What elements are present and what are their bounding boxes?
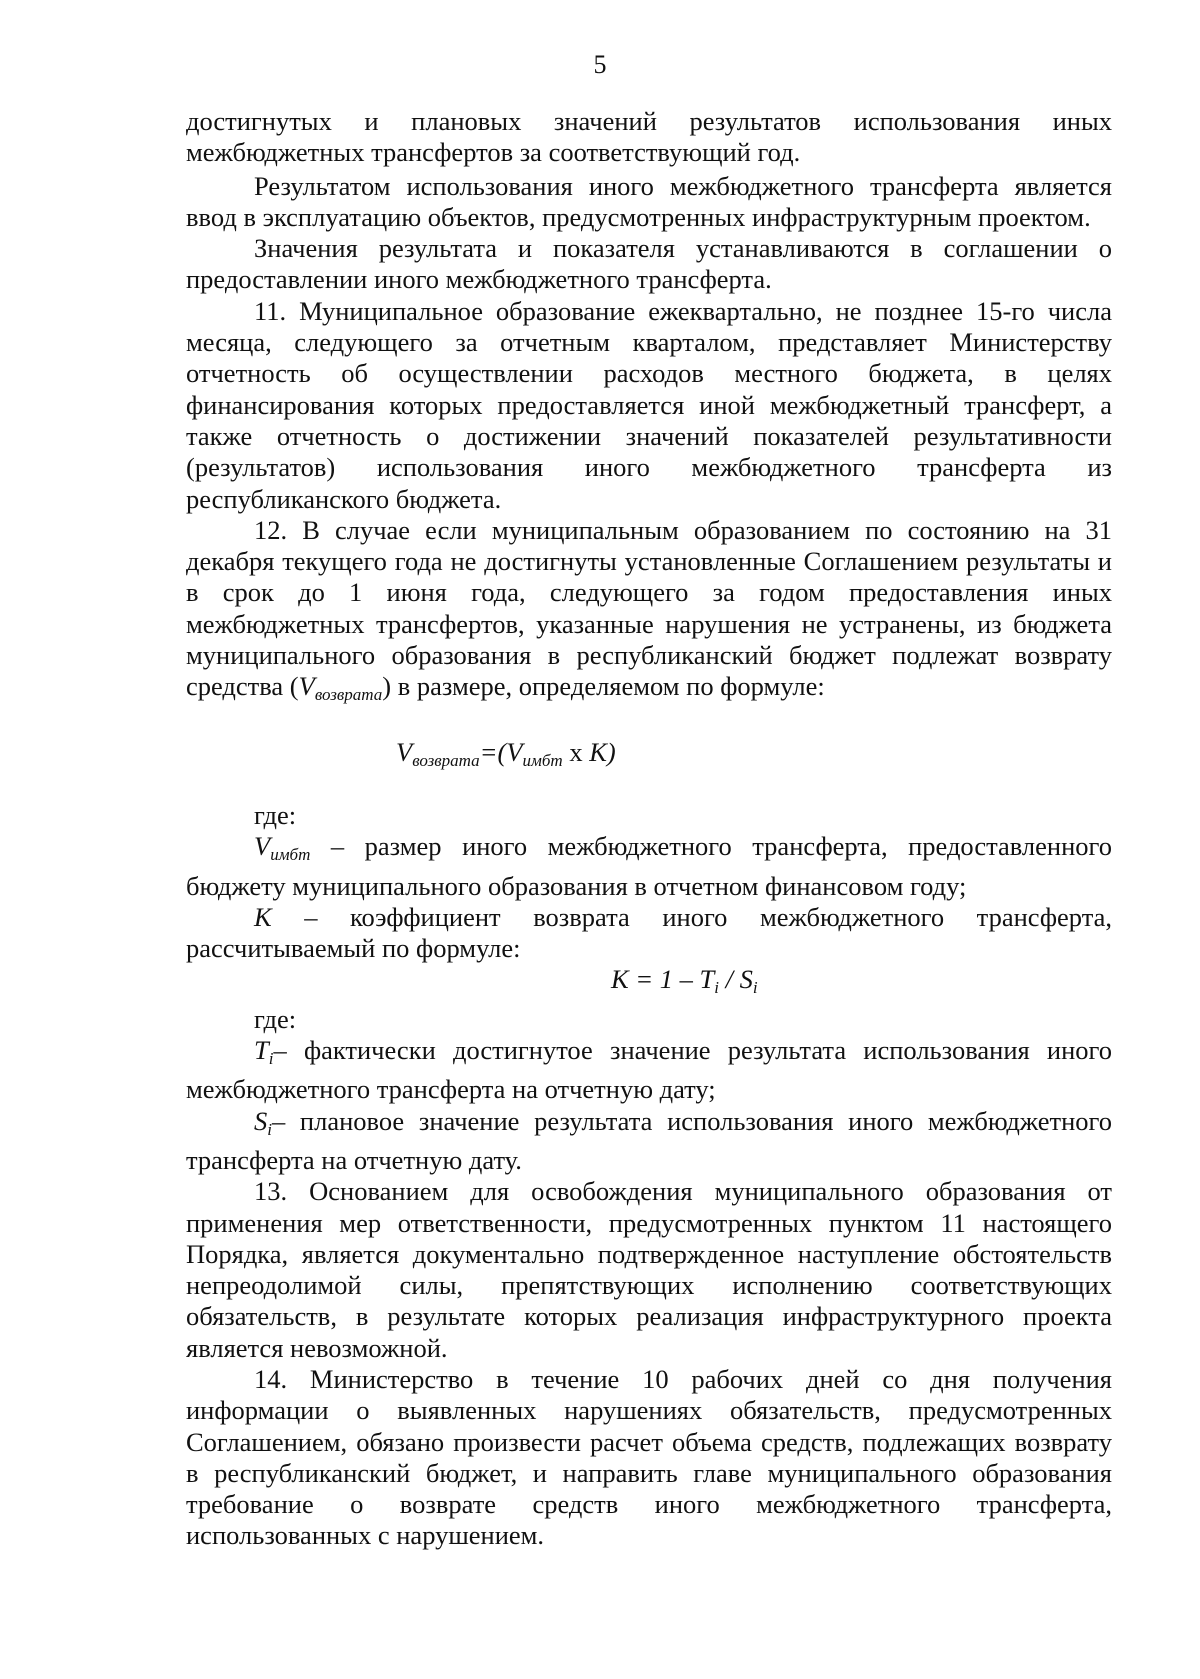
page-number: 5	[593, 50, 607, 79]
formula1-rhs-sub: имбт	[522, 750, 563, 770]
formula-coefficient	[186, 964, 1112, 1003]
definition-v-imbt	[186, 831, 1112, 902]
paragraph-13-force-majeure: 13. Основанием для освобождения муниципального образования от применения мер ответственности, предусмотренных пунктом 11 настоящего Порядка, является документально подтвержденное наступление обстоятельств непреодолимой силы, препятствующих исполнению соответствующих обязательств, в результате которых реализация инфраструктурного проекта является невозможной.	[186, 1176, 1112, 1363]
sub-vozvrata: возврата	[314, 685, 383, 705]
formula1-lhs-var: V	[396, 736, 413, 767]
sub-si: i	[267, 1119, 272, 1139]
where-label-2: где:	[254, 1003, 297, 1034]
definition-si	[186, 1106, 1112, 1177]
paragraph-continuation: достигнутых и плановых значений результатов использования иных межбюджетных трансфертов за соответствующий год.	[186, 106, 1112, 168]
sub-ti: i	[268, 1049, 274, 1069]
var-s: S	[254, 1105, 268, 1136]
definition-ti	[186, 1035, 1112, 1106]
formula2-text-a: К = 1 – T	[611, 964, 715, 995]
definition-ti-text: – фактически достигнутое значение результата использования иного межбюджетного трансферта на отчетную дату;	[186, 1035, 1112, 1105]
definition-v-imbt-text: – размер иного межбюджетного трансферта, предоставленного бюджету муниципального образования в отчетном финансовом году;	[186, 831, 1112, 901]
sub-imbt: имбт	[270, 845, 311, 865]
var-k: К	[254, 901, 272, 932]
formula2-sub-a: i	[714, 978, 719, 998]
formula1-lhs-sub: возврата	[412, 750, 480, 770]
var-v: V	[298, 671, 315, 702]
var-t: T	[254, 1035, 269, 1066]
paragraph-12-return	[186, 515, 1112, 711]
formula1-times: x	[562, 736, 590, 767]
definition-k-text: – коэффициент возврата иного межбюджетного трансферта, рассчитываемый по формуле:	[186, 901, 1112, 964]
var-v-imbt: V	[254, 831, 271, 862]
formula1-eq: =(	[479, 736, 507, 767]
paragraph-result-definition: Результатом использования иного межбюджетного трансферта является ввод в эксплуатацию объектов, предусмотренных инфраструктурным проектом.	[186, 170, 1112, 232]
paragraph-12-text: 12. В случае если муниципальным образованием по состоянию на 31 декабря текущего года не достигнуты установленные Соглашением результаты и в срок до 1 июня года, следующего за годом предоставления иных межбюджетных трансфертов, указанные нарушения не устранены, из бюджета муниципального образования в республиканский бюджет подлежат возврату средства (	[186, 514, 1112, 702]
paragraph-11-reporting: 11. Муниципальное образование ежеквартально, не позднее 15-го числа месяца, следующего за отчетным кварталом, представляет Министерству отчетность об осуществлении расходов местного бюджета, в целях финансирования которых предоставляется иной межбюджетный трансферт, а также отчетность о достижении значений показателей результативности (результатов) использования иного межбюджетного трансферта из республиканского бюджета.	[186, 295, 1112, 514]
definition-k	[186, 902, 1112, 965]
document-body	[186, 106, 1112, 1552]
definition-si-text: – плановое значение результата использования иного межбюджетного трансферта на отчетную дату.	[186, 1105, 1112, 1175]
paragraph-values-agreement: Значения результата и показателя устанавливаются в соглашении о предоставлении иного межбюджетного трансферта.	[186, 233, 1112, 295]
formula-return-amount	[186, 737, 1112, 776]
formula1-close: )	[606, 736, 616, 767]
formula1-rhs-var: V	[506, 736, 523, 767]
formula2-slash: / S	[718, 964, 753, 995]
paragraph-12-end: ) в размере, определяемом по формуле:	[382, 671, 825, 702]
formula2-sub-b: i	[752, 978, 758, 998]
formula1-k: К	[589, 736, 607, 767]
where-label-1: где:	[254, 799, 297, 830]
paragraph-14-ministry: 14. Министерство в течение 10 рабочих дней со дня получения информации о выявленных нарушениях обязательств, предусмотренных Соглашением, обязано произвести расчет объема средств, подлежащих возврату в республиканский бюджет, и направить главе муниципального образования требование о возврате средств иного межбюджетного трансферта, использованных с нарушением.	[186, 1363, 1112, 1551]
